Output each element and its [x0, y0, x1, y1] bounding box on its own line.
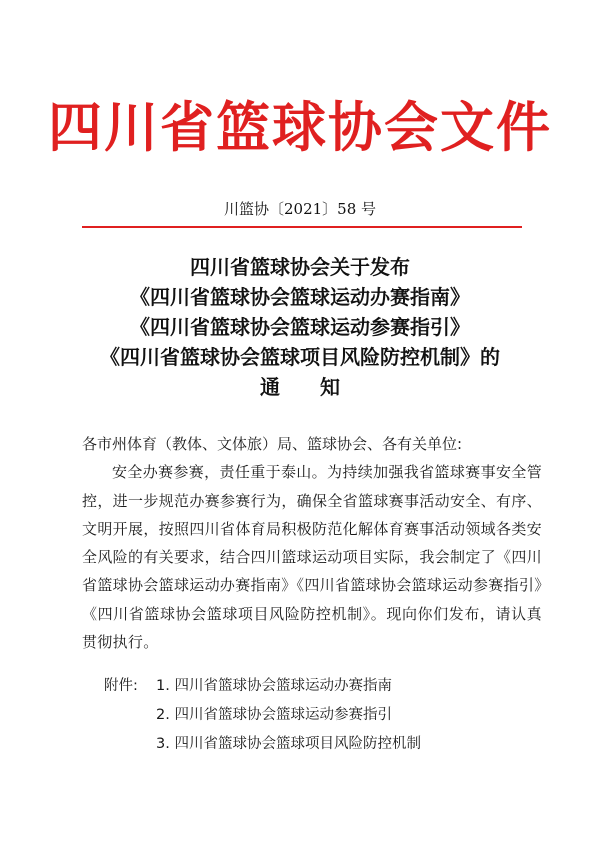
attachment-row: [104, 701, 421, 730]
red-divider-line: [82, 226, 522, 228]
title-line-5: 通 知: [260, 375, 340, 399]
masthead-title: 四川省篮球协会文件: [48, 96, 552, 159]
title-line-4: 《四川省篮球协会篮球项目风险防控机制》的: [100, 345, 500, 369]
salutation: 各市州体育（教体、文体旅）局、篮球协会、各有关单位:: [82, 435, 463, 453]
title-line-3: 《四川省篮球协会篮球运动参赛指引》: [130, 315, 470, 339]
attachments-label: 附件:: [104, 678, 138, 694]
attachment-item-2: 2. 四川省篮球协会篮球运动参赛指引: [156, 707, 392, 723]
attachments-list: [104, 672, 421, 759]
attachment-item-3: 3. 四川省篮球协会篮球项目风险防控机制: [156, 736, 421, 752]
attachment-item-1: 1. 四川省篮球协会篮球运动办赛指南: [156, 678, 392, 694]
title-line-1: 四川省篮球协会关于发布: [190, 255, 410, 279]
attachment-row: [104, 730, 421, 759]
document-number: 川篮协〔2021〕58 号: [223, 200, 377, 218]
attachment-row: [104, 672, 421, 701]
title-line-2: 《四川省篮球协会篮球运动办赛指南》: [130, 285, 470, 309]
notice-body: [82, 430, 542, 656]
body-paragraph: 安全办赛参赛，责任重于泰山。为持续加强我省篮球赛事安全管控，进一步规范办赛参赛行为，确保全省篮球赛事活动安全、有序、文明开展，按照四川省体育局积极防范化解体育赛事活动领域各类安全风险的有关要求，结合四川篮球运动项目实际，我会制定了《四川省篮球协会篮球运动办赛指南》《四川省篮球协会篮球运动参赛指引》《四川省篮球协会篮球项目风险防控机制》。现向你们发布，请认真贯彻执行。: [82, 463, 542, 652]
notice-title: [0, 252, 600, 402]
